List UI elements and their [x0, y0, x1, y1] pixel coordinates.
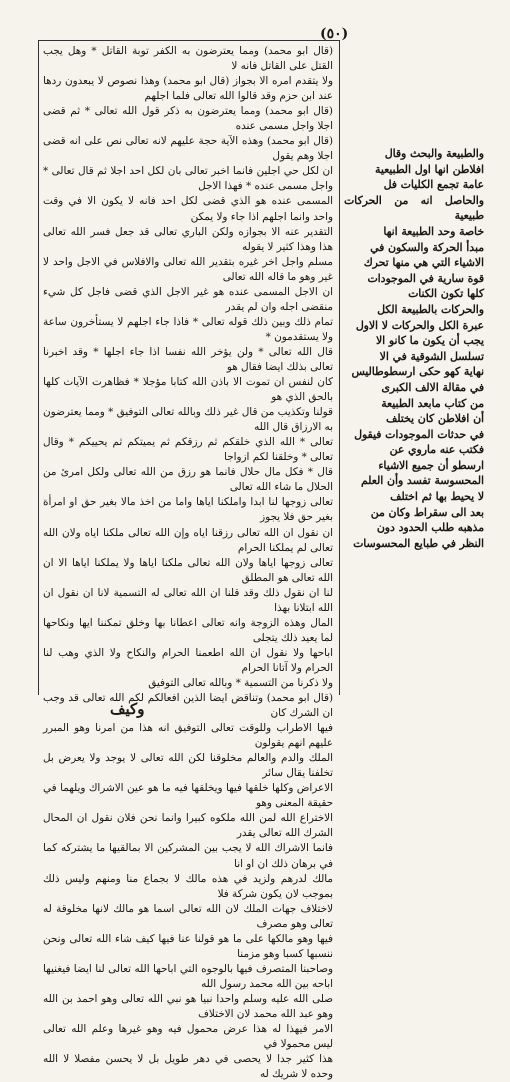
- main-text-line: تعالى زوجها لنا ابدا واملكنا اياها واما من اخذ مالا بغير حق او امرأة بغير حق فلا يجوز: [43, 496, 333, 524]
- main-text-line: ان نقول ان الله تعالى رزقنا اياه وإن الله تعالى ملكنا اياه ولان الله تعالى لم يملكنا الحرام: [43, 526, 333, 554]
- main-text-line: تمام ذلك وبين ذلك قوله تعالى * فاذا جاء اجلهم لا يستأخرون ساعة ولا يستقدمون *: [43, 315, 333, 343]
- margin-text-line: فكتب عنه ماروي عن: [389, 443, 484, 457]
- margin-text-line: افلاطن انها اول الطبيعية: [375, 162, 484, 176]
- margin-text-line: والحركات بالطبيعة الكل: [377, 302, 484, 316]
- margin-text-line: خاصة وحد الطبيعة انها: [383, 224, 484, 238]
- margin-text-line: والطبيعة والبحث وقال: [384, 147, 484, 160]
- main-text-line: وصاحبنا المتصرف فيها بالوجوه التي اباحها الله تعالى لنا ايضا فيغنيها اباحه بين الله محمد رسول الله: [43, 962, 333, 990]
- margin-text-line: والحاصل انه من الحركات طبيعية: [344, 193, 484, 223]
- catchword: وكيف: [110, 700, 145, 718]
- margin-text-line: النظر في طبايع المحسوسات: [353, 536, 484, 550]
- main-text-line: (قال ابو محمد) وهذه الآية حجة عليهم لانه تعالى نص على انه قضى اجلا وهم يقول: [43, 135, 333, 163]
- margin-text-line: لا يحيط بها ثم اختلف: [390, 490, 484, 504]
- page-number: (٥٠): [320, 26, 349, 42]
- margin-text-line: في حدثات الموجودات فيقول: [354, 427, 484, 441]
- main-text-line: الاختراع الله لمن الله ملكوه كبيرا وانما نحن فلان نقول ان المحال الشرك الله تعالى يقدر: [43, 812, 333, 840]
- margin-text-line: مذهبه طلب الحدود دون: [376, 521, 484, 535]
- main-text-line: صلى الله عليه وسلم واحدا نبيا هو نبي الله تعالى وهو احمد بن الله وهو عبد الله محمد لان الاختلاف: [43, 992, 333, 1020]
- main-text-line: اباحها ولا نقول ان الله اطعمنا الحرام والنكاح ولا الذي وهب لنا الحرام ولا آتانا الحرام: [43, 646, 333, 674]
- margin-text-line: يجب أن يكون ما كانو الا: [375, 334, 484, 348]
- main-text-line: ولا يتقدم امره الا بجواز (قال ابو محمد) وهذا نصوص لا يبعدون ردها عند ابن حزم وقد قالوا الله تعالى فلما اجلهم: [43, 75, 333, 103]
- main-text-line: قال الله تعالى * ولن يؤخر الله نفسا اذا جاء اجلها * وقد اخبرنا تعالى بذلك ايضا فقال هو: [43, 345, 333, 373]
- main-text-line: (قال ابو محمد) ومما يعترضون به ذكر قول الله تعالى * ثم قضى اجلا واجل مسمى عنده: [43, 105, 333, 133]
- main-text-line: فانما الاشراك الله لا يجب بين المشركين الا بمالقيها ما يشتركه كما في برهان ذلك ان او انا: [43, 842, 333, 870]
- margin-text-line: بعد الى سقراط وكان من: [370, 505, 484, 519]
- main-text-line: (قال ابو محمد) وتناقض ايضا الذين افعالكم لكم الله تعالى قد وجب ان الشرك كان: [43, 692, 333, 720]
- main-text-line: كان لنفس ان تموت الا باذن الله كتابا مؤجلا * فظاهرت الآيات كلها بالحق الذي هو: [43, 376, 333, 404]
- main-text-line: فيها وهو مالكها على ما هو قولنا عنا فيها كيف شاء الله تعالى ونحن ننسبها كسبا وهو مزمنا: [43, 932, 333, 960]
- margin-text-line: عامة تجمع الكليات فل: [383, 178, 484, 192]
- main-text-line: لاختلاف جهات الملك لان الله تعالى اسما هو مالك لانها مخلوقة له تعالى وهو مصرف: [43, 902, 333, 930]
- margin-text-line: المحسوسة تفسد وأن العلم: [361, 474, 484, 488]
- margin-text-line: عبرة الكل والحركات لا الاول: [355, 318, 484, 332]
- main-text-line: هذا كثير جدا لا يحصى في دهر طويل بل لا يحسن مفصلا لا الله وحده لا شريك له: [43, 1053, 333, 1081]
- margin-text-line: في مقالة الالف الكبرى: [381, 380, 484, 394]
- margin-text-line: الاشياء التي هي منها تحرك: [363, 256, 484, 270]
- main-text-line: ان لكل حي اجلين فانما اخبر تعالى بان لكل احد اجلا ثم قال تعالى * واجل مسمى عنده * فهذا الاجل: [43, 165, 333, 193]
- main-text-line: لنا ان نقول ذلك وقد قلنا ان الله تعالى له التسمية لانا ان نقول ان الله ابتلانا بهذا: [43, 586, 333, 614]
- main-text-line: مالك لدرهم ولزيد في هذه مالك لا بجماع منا ومنهم وليس ذلك بموجب لان يكون شركة فلا: [43, 872, 333, 900]
- main-text-line: مسلم واجل اخر غيره بتقدير الله تعالى والافلاس في الاجل واحد لا غير وهو ما قاله الله تعالى: [43, 255, 333, 283]
- main-text-line: قولنا وتكذيب من قال غير ذلك وبالله تعالى التوفيق * ومما يعترضون به الارزاق قال الله: [43, 406, 333, 434]
- margin-commentary: [344, 146, 484, 551]
- main-text-line: (قال ابو محمد) ومما يعترضون به الكفر توبة القاتل * وهل يجب القتل على القاتل فانه لا: [43, 45, 333, 73]
- main-text-line: تعالى زوجها اياها ولان الله تعالى ملكنا اياها ولا يملكنا اياها الا ان الله تعالى هو المطلق: [43, 556, 333, 584]
- margin-text-line: تسلسل الشوقية في الا: [379, 349, 484, 363]
- main-text-line: تعالى * الله الذي خلقكم ثم رزقكم ثم يميتكم ثم يحييكم * وقال تعالى * وخلقنا لكم ازواجا: [43, 436, 333, 464]
- main-text-line: ولا ذكرنا من التسمية * وبالله تعالى التوفيق: [148, 676, 333, 689]
- main-text-line: الاعراض وكلها خلقها فيها ويخلقها فيه ما هو عين الاشراك ويلهما في حقيقة المعنى وهو: [43, 782, 333, 810]
- main-text-line: ان الاجل المسمى عنده هو غير الاجل الذي قضى فاجل كل شيء منقضى اجله وان لم يقدر: [43, 285, 333, 313]
- main-text-line: فيها الاطراب وللوقت تعالى التوفيق انه هذا من امرنا وهو المبرر عليهم انهم يقولون: [43, 722, 333, 750]
- margin-text-line: كلها تكون الكنات: [408, 287, 484, 301]
- margin-text-line: أن افلاطن كان يختلف: [386, 412, 484, 426]
- margin-text-line: نهاية كهو حكى ارسطوطاليس: [351, 365, 484, 379]
- margin-text-line: ارسطو أن جميع الاشياء: [378, 458, 484, 472]
- margin-text-line: مبدأ الحركة والسكون في: [370, 240, 484, 254]
- main-text-line: التقدير عنه الا بجوازه ولكن الباري تعالى قد جعل فسر الله تعالى هذا وهذا كثير لا يقوله: [43, 225, 333, 253]
- margin-text-line: قوة سارية في الموجودات: [367, 271, 484, 285]
- main-text-line: قال * فكل مال حلال فانما هو رزق من الله تعالى ولكل امرئ من الحلال ما شاء الله تعالى: [43, 466, 333, 494]
- main-text-line: المسمى عنده هو الذي قضى لكل احد فانه لا يكون الا في وقت واحد وانما اجلهم اذا جاء ولا يمكن: [43, 195, 333, 223]
- main-text-line: الملك والدم والعالم مخلوقنا لكن الله تعالى لا يوجد ولا يعرض بل تخلفنا يقال سائر: [43, 752, 333, 780]
- main-text-body: [39, 41, 339, 1082]
- main-text-line: الامر فيهذا له هذا عرض محمول فيه وهو غيرها وعلم الله تعالى ليس محمولا في: [43, 1023, 333, 1051]
- main-text-line: المال وهذه الزوجة وانه تعالى اعطانا بها وخلق تمكننا ايها ونكاحها لما يعيد ذلك يتجلى: [43, 616, 333, 644]
- margin-text-line: من كتاب مابعد الطبيعة: [381, 396, 484, 410]
